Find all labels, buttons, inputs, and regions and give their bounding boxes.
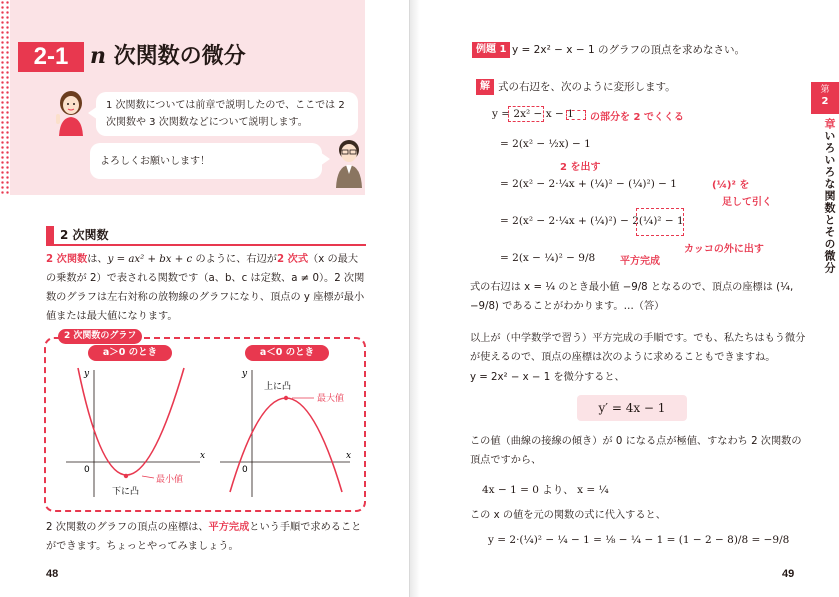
equation-step-3: = 2(x² − 2·¼x + (¼)² − (¼)²) − 1 xyxy=(500,178,677,190)
paragraph-differentiate: y = 2x² − x − 1 を微分すると、 xyxy=(470,372,625,383)
chapter-title-vertical xyxy=(813,118,837,274)
label-concave-up: 下に凸 xyxy=(112,487,140,497)
paragraph-quadratic-intro xyxy=(46,250,368,326)
equation-solve-x: 4x − 1 = 0 より、 x = ¼ xyxy=(482,484,609,496)
vertex-min xyxy=(124,474,128,478)
axis-label-x: x xyxy=(346,451,352,461)
paragraph-extremum: この値（曲線の接線の傾き）が 0 になる点が極値、すなわち 2 次関数の頂点ですから、 xyxy=(470,436,802,466)
subheading xyxy=(46,226,366,246)
formula-general: y = ax² + bx + c xyxy=(107,254,193,265)
note-take-out-2: 2 を出す xyxy=(560,162,601,173)
subheading-bar xyxy=(46,226,54,244)
paragraph-differentiation: 以上が（中学数学で習う）平方完成の手順です。でも、私たちはもう微分が使えるので、頂点の座標は次のように求めることもできますね。 xyxy=(470,333,806,363)
section-title xyxy=(90,40,246,73)
chapter-tab xyxy=(811,82,839,114)
text-fragment: のように、右辺が xyxy=(192,254,277,265)
axis-label-y: y xyxy=(84,369,90,379)
origin-label: 0 xyxy=(242,465,248,475)
label-concave-down: 上に凸 xyxy=(264,382,292,392)
graph-label-negative: a＜0 のとき xyxy=(245,345,329,361)
equation-step-4: = 2(x² − 2·¼x + (¼)²) − 2(¼)² − 1 xyxy=(500,215,684,227)
text-fragment: という手順で求めることができます。ちょっとやってみましょう。 xyxy=(46,522,362,552)
leader-line xyxy=(142,476,154,478)
chapter-title: いろいろな関数とその微分 xyxy=(823,130,836,274)
equation-step-5: = 2(x − ¼)² − 9/8 xyxy=(500,252,596,264)
dot-pattern-strip xyxy=(0,0,10,195)
section-title-text: 次関数の微分 xyxy=(106,44,246,69)
note-completed-square: 平方完成 xyxy=(620,256,660,267)
highlight-box xyxy=(508,106,544,122)
term-completing-square: 平方完成 xyxy=(208,522,250,533)
paragraph-substitute: この x の値を元の関数の式に代入すると、 xyxy=(470,510,666,521)
axis-label-y: y xyxy=(242,369,248,379)
note-add-subtract-b: 足して引く xyxy=(722,197,772,208)
graph-label-positive: a＞0 のとき xyxy=(88,345,172,361)
solution-tag: 解 xyxy=(476,79,494,95)
equation-step-2: = 2(x² − ½x) − 1 xyxy=(500,138,591,150)
note-add-subtract-a: (¼)² を xyxy=(712,180,750,191)
page-number-left: 48 xyxy=(46,568,59,580)
section-number: 2-1 xyxy=(18,42,84,72)
derivative-result: y′ = 4x − 1 xyxy=(577,395,687,421)
text-fragment: （x の最大の乗数が 2）で表される関数です（a、b、c は定数、a ≠ 0）。2 次関数のグラフは左右対称の放物線のグラフになり、頂点の y 座標が最小値または最大値になります。 xyxy=(46,254,365,322)
parabola-down xyxy=(230,398,342,492)
legend-box xyxy=(566,110,586,120)
label-min: 最小値 xyxy=(156,475,184,485)
page-number-right: 49 xyxy=(782,568,795,580)
origin-label: 0 xyxy=(84,465,90,475)
equation-step-1: y = 2x² − x − 1 xyxy=(492,108,574,120)
equation-vertex-y: y = 2·(¼)² − ¼ − 1 = ⅛ − ¼ − 1 = (1 − 2 − 8)/8 = −9/8 xyxy=(488,534,790,546)
term-quadratic-expression: 2 次式 xyxy=(277,254,309,265)
label-max: 最大値 xyxy=(317,394,345,404)
example-text: y = 2x² − x − 1 のグラフの頂点を求めなさい。 xyxy=(512,44,745,56)
chapter-tab-number: 2 xyxy=(821,96,829,107)
paragraph-vertex-answer: 式の右辺は x = ¼ のとき最小値 −9/8 となるので、頂点の座標は (¼, −9/8) であることがわかります。…（答） xyxy=(470,282,794,312)
chapter-tab-bottom: 章 xyxy=(823,118,836,130)
axis-label-x: x xyxy=(200,451,206,461)
note-factor-out: の部分を 2 でくくる xyxy=(590,112,684,123)
dialog-teacher: 1 次関数については前章で説明したので、ここでは 2 次関数や 3 次関数などについて説明します。 xyxy=(96,92,358,136)
speech-bubble-tail xyxy=(320,152,330,166)
dialog-student: よろしくお願いします！ xyxy=(90,143,322,179)
example-tag: 例題 1 xyxy=(472,42,510,58)
book-gutter xyxy=(410,0,420,597)
paragraph-vertex xyxy=(46,518,368,556)
student-character-icon xyxy=(332,138,366,188)
chapter-tab-top: 第 xyxy=(820,85,830,95)
parabola-graphs xyxy=(60,362,360,502)
solution-intro: 式の右辺を、次のように変形します。 xyxy=(498,81,676,93)
text-fragment: 2 次関数のグラフの頂点の座標は、 xyxy=(46,522,209,533)
left-page xyxy=(0,0,410,597)
term-quadratic: 2 次関数 xyxy=(46,254,88,265)
note-move-outside: カッコの外に出す xyxy=(684,244,764,255)
graph-box-title: 2 次関数のグラフ xyxy=(58,329,142,344)
section-title-var: n xyxy=(90,43,106,69)
text-fragment: は、 xyxy=(87,254,108,265)
vertex-max xyxy=(284,396,288,400)
highlight-box xyxy=(636,208,684,236)
teacher-character-icon xyxy=(54,90,88,136)
subheading-text: 2 次関数 xyxy=(60,228,109,242)
